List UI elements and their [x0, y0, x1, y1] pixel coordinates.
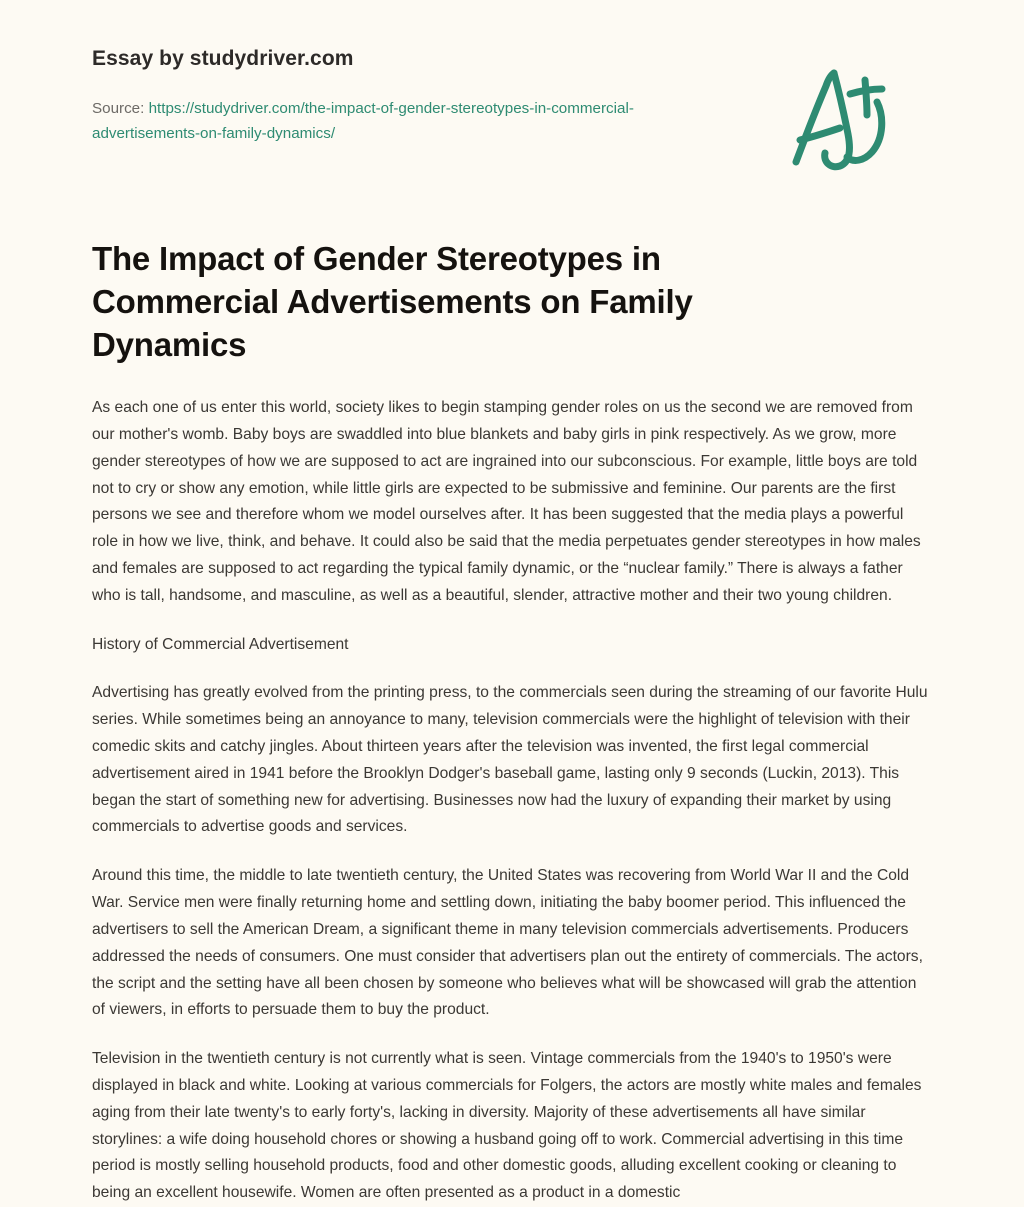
paragraph: As each one of us enter this world, society likes to begin stamping gender roles on us the second we are removed from our mother's womb. Baby boys are swaddled into blue blankets and baby girls in pink respectively. As we grow, more gender stereotypes of how we are supposed to act are ingrained into our subconscious. For example, little boys are told not to cry or show any emotion, while little girls are expected to be submissive and feminine. Our parents are the first persons we see and therefore whom we model ourselves after. It has been suggested that the media plays a powerful role in how we live, think, and behave. It could also be said that the media perpetuates gender stereotypes in how males and females are supposed to act regarding the typical family dynamic, or the “nuclear family.” There is always a father who is tall, handsome, and masculine, as well as a beautiful, slender, attractive mother and their two young children. — [92, 399, 921, 604]
page-header — [92, 0, 932, 146]
byline: Essay by studydriver.com — [92, 47, 354, 70]
article-body — [92, 367, 932, 1207]
section-heading: History of Commercial Advertisement — [92, 635, 349, 653]
paragraph: Around this time, the middle to late twentieth century, the United States was recovering from World War II and the Cold War. Service men were finally returning home and settling down, initiating the baby boomer period. This influenced the advertisers to sell the American Dream, a significant theme in many television commercials advertisements. Producers addressed the needs of consumers. One must consider that advertisers plan out the entirety of commercials. The actors, the script and the setting have all been chosen by someone who believes what will be showcased will grab the attention of viewers, in efforts to persuade them to buy the product. — [92, 867, 923, 1019]
source-label: Source: — [92, 100, 149, 118]
paragraph: Advertising has greatly evolved from the printing press, to the commercials seen during the streaming of our favorite Hulu series. While sometimes being an annoyance to many, television commercials were the highlight of television with their comedic skits and catchy jingles. About thirteen years after the television was invented, the first legal commercial advertisement aired in 1941 before the Brooklyn Dodger's baseball game, lasting only 9 seconds (Luckin, 2013). This began the start of something new for advertising. Businesses now had the luxury of expanding their market by using commercials to advertise goods and services. — [92, 684, 928, 836]
source-url-link[interactable]: https://studydriver.com/the-impact-of-gender-stereotypes-in-commercial-advertisements-on-family-dynamics/ — [92, 100, 634, 142]
source-line — [92, 97, 692, 146]
paragraph: Television in the twentieth century is not currently what is seen. Vintage commercials from the 1940's to 1950's were displayed in black and white. Looking at various commercials for Folgers, the actors are mostly white males and females aging from their late twenty's to early forty's, lacking in diversity. Majority of these advertisements all have similar storylines: a wife doing household chores or showing a husband going off to work. Commercial advertising in this time period is mostly selling household products, food and other domestic goods, alluding excellent cooking or cleaning to being an excellent housewife. Women are often presented as a product in a domestic — [92, 1050, 922, 1202]
page-title: The Impact of Gender Stereotypes in Commercial Advertisements on Family Dynamics — [92, 240, 693, 364]
a-plus-logo — [776, 58, 896, 178]
